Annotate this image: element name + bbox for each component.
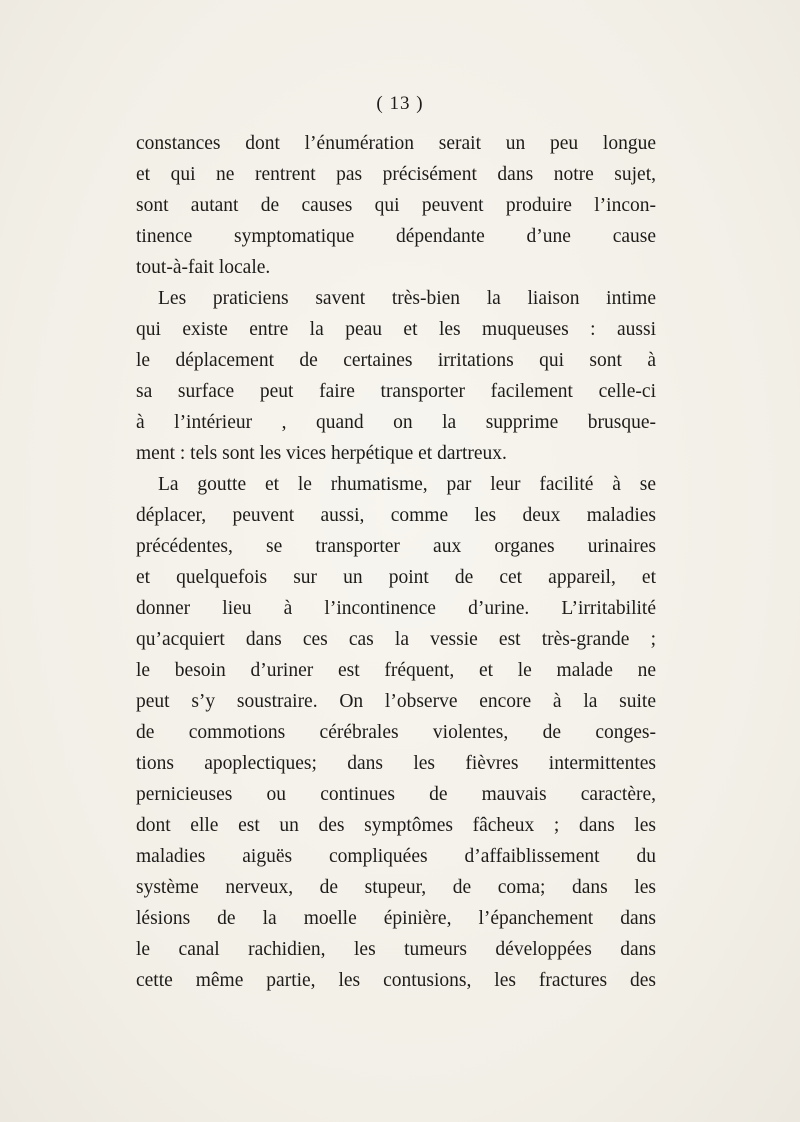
text-line: La goutte et le rhumatisme, par leur facilité à se <box>158 474 656 495</box>
text-line: déplacer, peuvent aussi, comme les deux maladies <box>136 505 656 526</box>
text-line: sont autant de causes qui peuvent produire l’incon- <box>136 195 656 216</box>
text-line: ment : tels sont les vices herpétique et dartreux. <box>136 443 507 464</box>
text-line: tout-à-fait locale. <box>136 257 271 278</box>
text-line: tinence symptomatique dépendante d’une cause <box>136 226 656 247</box>
text-line: le déplacement de certaines irritations qui sont à <box>136 350 656 371</box>
text-line: maladies aiguës compliquées d’affaiblissement du <box>136 846 656 867</box>
text-line: qu’acquiert dans ces cas la vessie est très-grande ; <box>136 629 656 650</box>
text-line: et qui ne rentrent pas précisément dans notre sujet, <box>136 164 656 185</box>
text-line: précédentes, se transporter aux organes urinaires <box>136 536 656 557</box>
text-line: pernicieuses ou continues de mauvais caractère, <box>136 784 656 805</box>
text-line: qui existe entre la peau et les muqueuses : aussi <box>136 319 656 340</box>
text-line: lésions de la moelle épinière, l’épanchement dans <box>136 908 656 929</box>
text-line: de commotions cérébrales violentes, de conges- <box>136 722 656 743</box>
text-line: Les praticiens savent très-bien la liaison intime <box>158 288 656 309</box>
text-line: système nerveux, de stupeur, de coma; dans les <box>136 877 656 898</box>
text-line: peut s’y soustraire. On l’observe encore à la suite <box>136 691 656 712</box>
text-line: à l’intérieur , quand on la supprime brusque- <box>136 412 656 433</box>
text-line: sa surface peut faire transporter facilement celle-ci <box>136 381 656 402</box>
text-line: cette même partie, les contusions, les fractures des <box>136 970 656 991</box>
text-line: le canal rachidien, les tumeurs développées dans <box>136 939 656 960</box>
body-text <box>136 128 656 996</box>
text-line: le besoin d’uriner est fréquent, et le malade ne <box>136 660 656 681</box>
text-line: constances dont l’énumération serait un peu longue <box>136 133 656 154</box>
text-line: donner lieu à l’incontinence d’urine. L’irritabilité <box>136 598 656 619</box>
text-line: tions apoplectiques; dans les fièvres intermittentes <box>136 753 656 774</box>
text-line: et quelquefois sur un point de cet appareil, et <box>136 567 656 588</box>
page-number: ( 13 ) <box>376 93 424 114</box>
text-line: dont elle est un des symptômes fâcheux ; dans les <box>136 815 656 836</box>
